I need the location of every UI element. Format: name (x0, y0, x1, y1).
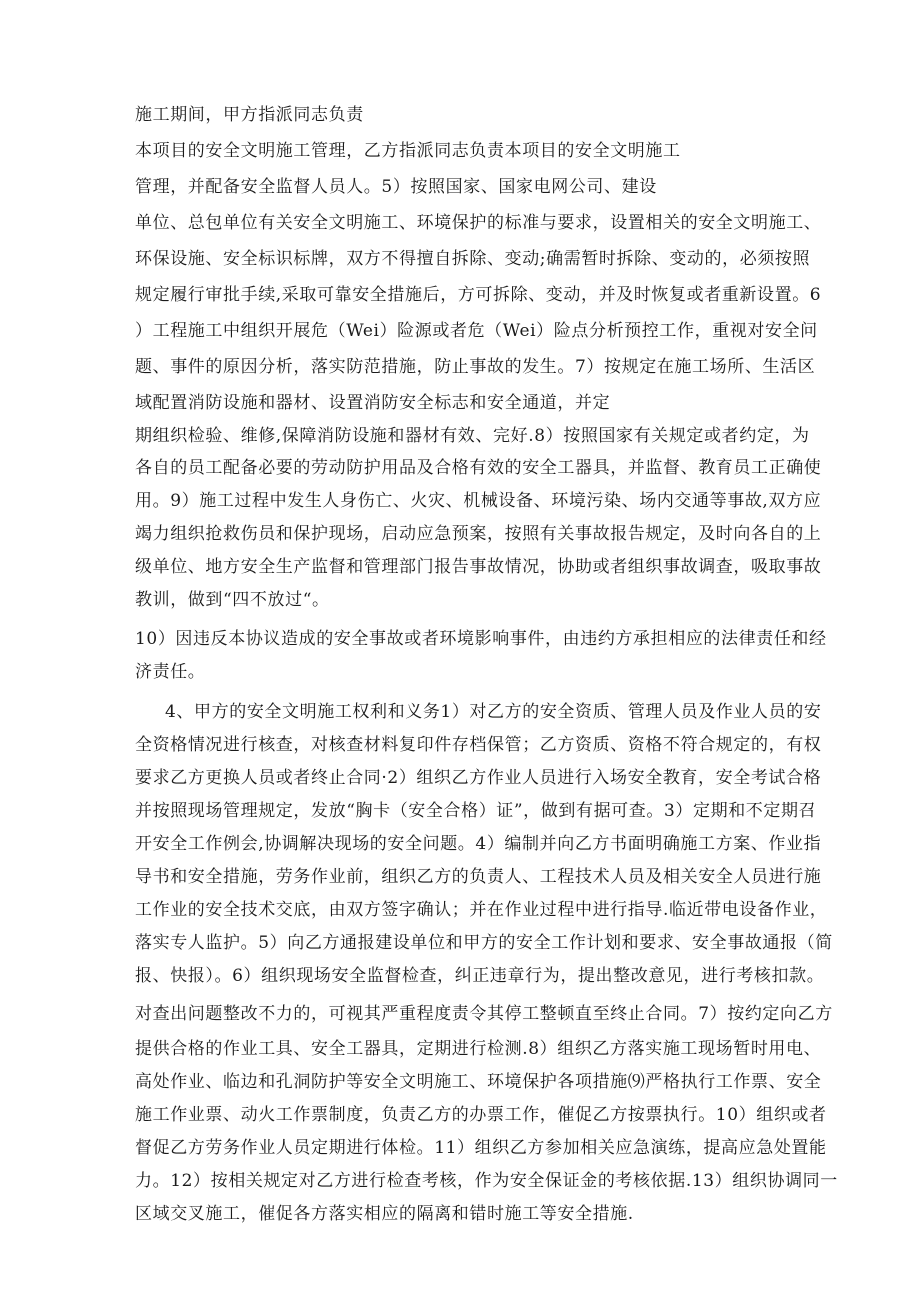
text-line: 单位、总包单位有关安全文明施工、环境保护的标准与要求，设置相关的安全文明施工、 (135, 213, 822, 233)
text-line: 期组织检验、维修,保障消防设施和器材有效、完好.8）按照国家有关规定或者约定，为 (135, 426, 810, 446)
text-line: 本项目的安全文明施工管理，乙方指派同志负责本项目的安全文明施工 (135, 141, 681, 161)
text-line: 10）因违反本协议造成的安全事故或者环境影响事件，由违约方承担相应的法律责任和经 (135, 629, 827, 649)
text-line: 各自的员工配备必要的劳动防护用品及合格有效的安全工器具，并监督、教育员工正确使 (135, 458, 822, 478)
text-line: 工作业的安全技术交底，由双方签字确认；并在作业过程中进行指导.临近带电设备作业， (135, 900, 828, 920)
text-line: 教训，做到“四不放过“。 (135, 590, 330, 610)
text-line: 规定履行审批手续,采取可靠安全措施后，方可拆除、变动，并及时恢复或者重新设置。6 (135, 285, 822, 305)
text-line: 域配置消防设施和器材、设置消防安全标志和安全通道，并定 (135, 393, 611, 413)
text-line: 导书和安全措施，劳务作业前，组织乙方的负责人、工程技术人员及相关安全人员进行施 (135, 867, 822, 887)
text-line: 施工期间，甲方指派同志负责 (135, 105, 364, 125)
text-line: 题、事件的原因分析，落实防范措施，防止事故的发生。7）按规定在施工场所、生活区 (135, 357, 816, 377)
text-line: 对查出问题整改不力的，可视其严重程度责令其停工整顿直至终止合同。7）按约定向乙方 (135, 1004, 833, 1024)
section-heading-line: 4、甲方的安全文明施工权利和义务1）对乙方的安全资质、管理人员及作业人员的安 (165, 702, 822, 722)
text-line: 全资格情况进行核查，对核查材料复印件存档保管；乙方资质、资格不符合规定的，有权 (135, 735, 822, 755)
text-line: 级单位、地方安全生产监督和管理部门报告事故情况，协助或者组织事故调查，吸取事故 (135, 557, 822, 577)
text-line: 报、快报）。6）组织现场安全监督检查，纠正违章行为，提出整改意见，进行考核扣款。 (135, 966, 825, 986)
text-line: 济责任。 (135, 662, 206, 682)
text-line: 施工作业票、动火工作票制度，负责乙方的办票工作，催促乙方按票执行。10）组织或者 (135, 1105, 827, 1125)
text-line: 高处作业、临边和孔洞防护等安全文明施工、环境保护各项措施⑼严格执行工作票、安全 (135, 1072, 822, 1092)
text-line: 用。9）施工过程中发生人身伤亡、火灾、机械设备、环境污染、场内交通等事故,双方应 (135, 491, 822, 511)
text-line: 区域交叉施工，催促各方落实相应的隔离和错时施工等安全措施. (135, 1204, 634, 1224)
text-line: 力。12）按相关规定对乙方进行检查考核，作为安全保证金的考核依据.13）组织协调同一 (135, 1171, 838, 1191)
text-line: 管理，并配备安全监督人员人。5）按照国家、国家电网公司、建设 (135, 177, 657, 197)
text-line: 提供合格的作业工具、安全工器具，定期进行检测.8）组织乙方落实施工现场暂时用电、 (135, 1039, 822, 1059)
text-line: 落实专人监护。5）向乙方通报建设单位和甲方的安全工作计划和要求、安全事故通报（简 (135, 933, 833, 953)
text-line: 环保设施、安全标识标牌，双方不得擅自拆除、变动;确需暂时拆除、变动的，必须按照 (135, 249, 811, 269)
text-line: 竭力组织抢救伤员和保护现场，启动应急预案，按照有关事故报告规定，及时向各自的上 (135, 524, 822, 544)
text-line: 并按照现场管理规定，发放“胸卡（安全合格）证”，做到有据可查。3）定期和不定期召 (135, 801, 817, 821)
text-line: 督促乙方劳务作业人员定期进行体检。11）组织乙方参加相关应急演练，提高应急处置能 (135, 1138, 827, 1158)
text-line: ）工程施工中组织开展危（Wei）险源或者危（Wei）险点分析预控工作，重视对安全问 (135, 321, 818, 341)
text-line: 开安全工作例会,协调解决现场的安全问题。4）编制并向乙方书面明确施工方案、作业指 (135, 834, 822, 854)
text-line: 要求乙方更换人员或者终止合同·2）组织乙方作业人员进行入场安全教育，安全考试合格 (135, 768, 822, 788)
